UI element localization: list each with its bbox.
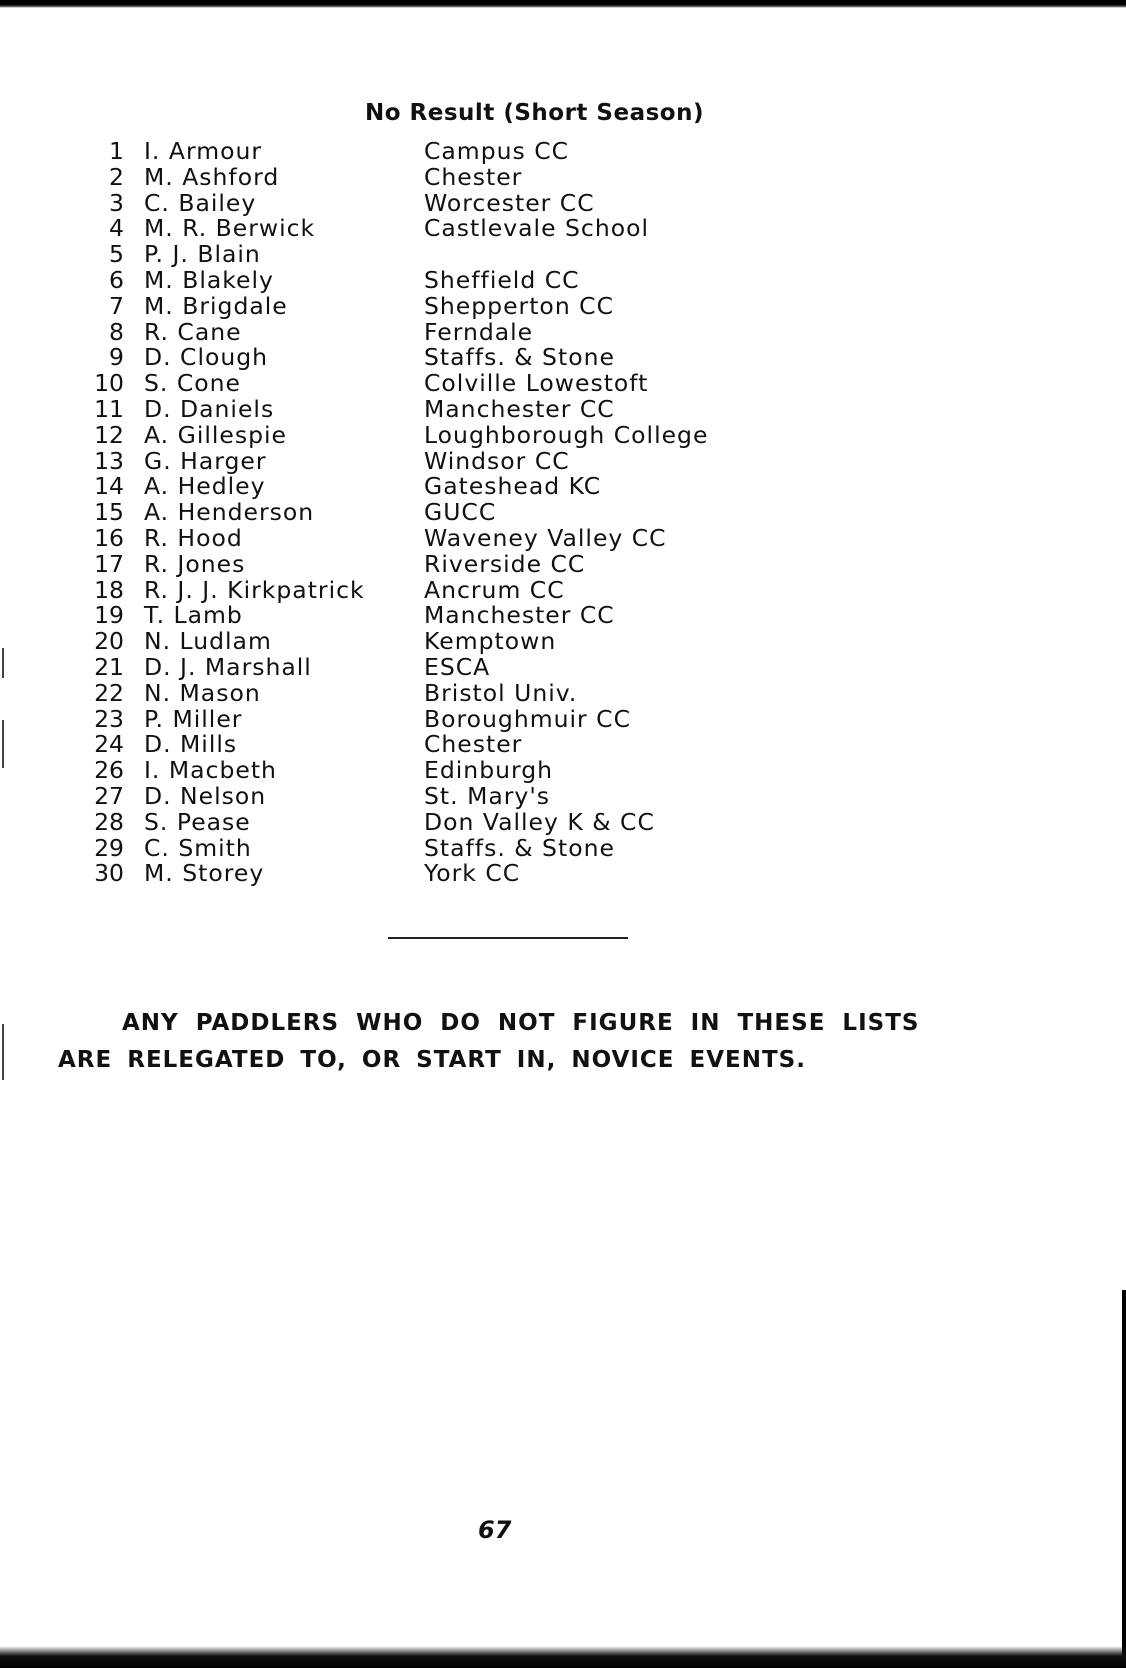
- scan-mark-left: [2, 1024, 4, 1080]
- scan-border-bottom: [0, 1646, 1126, 1668]
- entry-num: 13: [94, 446, 124, 475]
- entry-club: Chester: [424, 730, 523, 759]
- entry-num: 29: [94, 833, 124, 862]
- entry-name: D. J. Marshall: [144, 652, 312, 681]
- entry-club: Chester: [424, 162, 523, 191]
- entry-num: 1: [109, 137, 124, 165]
- entry-club: Staffs. & Stone: [424, 343, 615, 372]
- entry-name: D. Clough: [144, 343, 269, 372]
- entry-club: York CC: [424, 859, 521, 888]
- entry-club: Don Valley K & CC: [424, 807, 655, 836]
- entry-club: Loughborough College: [424, 420, 709, 449]
- entry-club: Shepperton CC: [424, 291, 614, 320]
- entry-num: 30: [94, 859, 124, 888]
- entry-name: R. Jones: [144, 549, 246, 578]
- entry-club: Ancrum CC: [424, 575, 565, 604]
- entry-num: 23: [94, 704, 124, 733]
- entry-num: 10: [94, 369, 124, 398]
- page-number: 67: [478, 1516, 512, 1544]
- entry-name: C. Smith: [144, 833, 252, 862]
- entry-num: 14: [94, 472, 124, 501]
- entry-num: 22: [94, 678, 124, 707]
- entry-num: 16: [94, 523, 124, 552]
- entry-club: Edinburgh: [424, 756, 554, 785]
- entry-name: A. Gillespie: [144, 420, 288, 449]
- entry-num: 3: [109, 188, 124, 217]
- entry-name: S. Pease: [144, 807, 251, 836]
- entry-num: 9: [109, 343, 124, 372]
- entry-name: D. Nelson: [144, 781, 267, 810]
- entry-num: 24: [94, 730, 124, 759]
- scan-border-top: [0, 0, 1126, 8]
- entry-num: 20: [94, 627, 124, 656]
- entry-num: 19: [94, 601, 124, 630]
- entry-name: N. Ludlam: [144, 627, 272, 656]
- entry-club: Riverside CC: [424, 549, 586, 578]
- entry-club: Gateshead KC: [424, 472, 602, 501]
- entry-num: 11: [94, 394, 124, 423]
- entry-name: A. Henderson: [144, 498, 315, 527]
- entry-num: 4: [109, 214, 124, 243]
- notice-line-2: ARE RELEGATED TO, OR START IN, NOVICE EVENTS.: [58, 1047, 806, 1073]
- entry-club: Campus CC: [424, 137, 570, 165]
- entry-club: ESCA: [424, 652, 491, 681]
- entry-name: D. Daniels: [144, 394, 275, 423]
- entry-name: R. Cane: [144, 317, 242, 346]
- entry-name: R. Hood: [144, 523, 243, 552]
- entry-club: Kemptown: [424, 627, 557, 656]
- entry-club: Waveney Valley CC: [424, 523, 667, 552]
- entry-name: A. Hedley: [144, 472, 266, 501]
- entry-club: Manchester CC: [424, 601, 615, 630]
- scan-border-right: [1122, 1290, 1126, 1668]
- entry-name: G. Harger: [144, 446, 267, 475]
- entry-num: 8: [109, 317, 124, 346]
- entry-name: M. Storey: [144, 859, 265, 888]
- entry-name: I. Armour: [144, 137, 263, 165]
- entry-name: R. J. J. Kirkpatrick: [144, 575, 365, 604]
- entry-name: S. Cone: [144, 369, 241, 398]
- entry-club: Ferndale: [424, 317, 534, 346]
- entry-name: I. Macbeth: [144, 756, 277, 785]
- entry-club: Windsor CC: [424, 446, 570, 475]
- entry-name: M. R. Berwick: [144, 214, 316, 243]
- entry-name: T. Lamb: [144, 601, 243, 630]
- relegation-notice: [58, 1005, 1068, 1079]
- entry-club: Bristol Univ.: [424, 678, 578, 707]
- entry-num: 2: [109, 162, 124, 191]
- entry-name: D. Mills: [144, 730, 238, 759]
- divider: [388, 937, 628, 939]
- scan-mark-left: [2, 648, 4, 678]
- entry-num: 7: [109, 291, 124, 320]
- entry-name: N. Mason: [144, 678, 261, 707]
- entry-num: 12: [94, 420, 124, 449]
- entry-num: 21: [94, 652, 124, 681]
- entry-club: Staffs. & Stone: [424, 833, 615, 862]
- entry-name: P. Miller: [144, 704, 243, 733]
- entry-num: 5: [109, 240, 124, 269]
- entry-num: 28: [94, 807, 124, 836]
- section-title: No Result (Short Season): [365, 100, 704, 126]
- notice-line-1: ANY PADDLERS WHO DO NOT FIGURE IN THESE LISTS: [122, 1010, 920, 1036]
- entry-num: 15: [94, 498, 124, 527]
- entry-club: Castlevale School: [424, 214, 650, 243]
- entry-num: 27: [94, 781, 124, 810]
- entry-num: 18: [94, 575, 124, 604]
- entry-num: 17: [94, 549, 124, 578]
- entry-club: Manchester CC: [424, 394, 615, 423]
- entry-num: 6: [109, 265, 124, 294]
- scan-mark-left: [2, 720, 4, 768]
- entry-name: M. Ashford: [144, 162, 280, 191]
- entry-club: GUCC: [424, 498, 497, 527]
- entry-club: Sheffield CC: [424, 265, 580, 294]
- entry-club: Boroughmuir CC: [424, 704, 631, 733]
- entry-name: M. Brigdale: [144, 291, 288, 320]
- entry-num: 26: [94, 756, 124, 785]
- entry-club: St. Mary's: [424, 781, 551, 810]
- entry-club: Worcester CC: [424, 188, 595, 217]
- entry-name: P. J. Blain: [144, 240, 261, 269]
- entry-club: Colville Lowestoft: [424, 369, 649, 398]
- entry-name: M. Blakely: [144, 265, 274, 294]
- entry-name: C. Bailey: [144, 188, 257, 217]
